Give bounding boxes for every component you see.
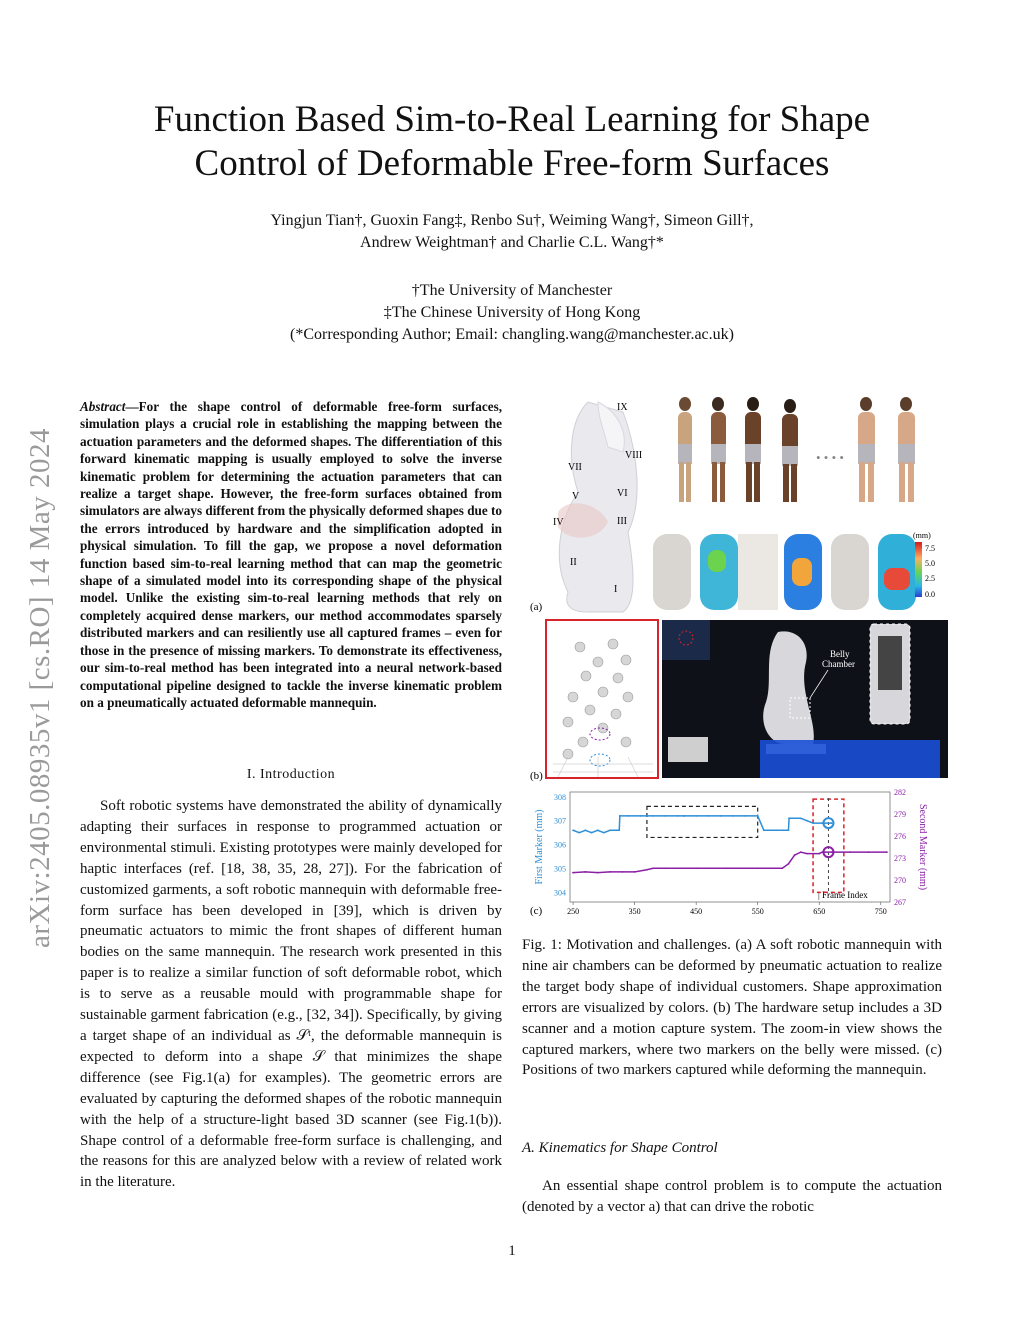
introduction-paragraph: Soft robotic systems have demonstrated the ability of dynamically adapting their surfaces in response to programmed actuation or environmental stimuli. Existing prototypes were mainly developed for haptic interfaces (ref. [18, 38, 35, 28, 27]). For the fabrication of customized garments, a soft robotic mannequin with deformable free-form surface has been developed in [39], which is driven by pneumatic actuators to mimic the front shapes of different human bodies on the same mannequin. The research work presented in this paper is to realize a similar function of soft deformable robot, which is to serve as a reusable mould with programmable shape for sustainable garment fabrication (e.g., [32, 34]). Specifically, by giving a target shape of an individual as 𝒮ᵗ, the deformable mannequin is expected to deform into a shape 𝒮 that minimizes the shape difference (see Fig.1(a) for examples). The geometric errors are evaluated by capturing the deformed shapes of the robotic mannequin with the help of a structure-light based 3D scanner (see Fig.1(b)). Shape control of a deformable free-form surface is challenging, and the reasons for this are analyzed below with a review of related work in the literature.: [80, 798, 502, 1191]
panel-b-label: (b): [530, 770, 543, 782]
panel-c-label: (c): [530, 905, 543, 917]
missing-data-box: [647, 806, 758, 837]
affiliation-manchester: †The University of Manchester: [411, 282, 613, 299]
x-tick-label: 250: [567, 907, 580, 916]
base-platform: [760, 740, 940, 778]
first-marker-point: [615, 829, 617, 831]
first-marker-point: [695, 815, 697, 817]
first-marker-point: [788, 829, 790, 831]
y-right-axis-label: Second Marker (mm): [917, 803, 928, 891]
chamber-label-5: V: [572, 491, 580, 502]
y-right-tick-label: 279: [894, 810, 906, 819]
x-tick-label: 550: [751, 907, 764, 916]
first-marker-point: [603, 832, 605, 834]
y-left-tick-label: 304: [554, 888, 566, 898]
mannequin-illustration: [558, 402, 637, 612]
target-body-figures: [678, 397, 915, 502]
first-marker-point: [769, 829, 771, 831]
abstract-body: —For the shape control of deformable free-form surfaces, simulation plays a crucial role in establishing the mapping between the actuation parameters and the deformed shapes. The differentiation of this forward kinematic mapping is usually employed to solve the inverse kinematic problem for determining the actuation parameters that can realize a target shape. However, the free-form surfaces obtained from simulators are always different from the physically deformed shapes due to the errors introduced by hardware and the simplification adopted in physical simulation. To fill the gap, we propose a novel deformation function based sim-to-real learning method that can map the geometric shape of a simulated model into its corresponding shape of the physical model. Unlike the existing sim-to-real learning methods that rely on completely acquired dense markers, our method accommodates sparsely distributed markers and can resiliently use all captured frames – even for those in the presence of missing markers. To demonstrate its effectiveness, our sim-to-real method has been integrated into a neural network-based computational pipeline designed to tackle the inverse kinematic problem on a pneumatically actuated deformable mannequin.: [80, 399, 502, 710]
authors-line-2: Andrew Weightman† and Charlie C.L. Wang†*: [360, 234, 664, 251]
y-right-tick-label: 270: [894, 876, 906, 885]
second-marker-point: [788, 863, 790, 865]
colorbar-unit: (mm): [913, 531, 931, 540]
second-marker-line: [573, 852, 887, 873]
camera-inset: [662, 620, 710, 660]
marker-position-chart: [534, 788, 928, 916]
x-tick-label: 450: [690, 907, 703, 916]
y-right-tick-label: 282: [894, 788, 906, 797]
second-marker-point: [726, 867, 728, 869]
first-marker-point: [652, 815, 654, 817]
first-marker-point: [572, 829, 574, 831]
chamber-label-8: VIII: [625, 450, 643, 461]
second-marker-point: [652, 867, 654, 869]
authors-line-1: Yingjun Tian†, Guoxin Fang‡, Renbo Su†, Weiming Wang†, Simeon Gill†,: [270, 212, 754, 229]
second-marker-point: [621, 871, 623, 873]
first-marker-line: [573, 816, 831, 833]
first-marker-point: [788, 817, 790, 819]
page-number: 1: [508, 1243, 516, 1259]
first-marker-point: [684, 815, 686, 817]
first-marker-point: [757, 815, 759, 817]
second-marker-point: [818, 853, 820, 855]
figure-1: [528, 392, 948, 922]
affiliations: [150, 280, 874, 346]
second-marker-point: [634, 871, 636, 873]
colorbar-tick-7-5: 7.5: [925, 544, 935, 553]
first-marker-point: [584, 829, 586, 831]
corresponding-author: (*Corresponding Author; Email: changling.wang@manchester.ac.uk): [290, 326, 734, 343]
x-axis-label: | Frame Index: [818, 890, 868, 900]
subsection-paragraph: An essential shape control problem is to compute the actuation (denoted by a vector a) that can drive the robotic: [522, 1178, 942, 1215]
arxiv-identifier: arXiv:2405.08935v1 [cs.RO] 14 May 2024: [24, 427, 56, 948]
first-marker-point: [744, 815, 746, 817]
y-right-tick-label: 276: [894, 832, 906, 841]
chamber-label-1: I: [614, 584, 618, 595]
second-marker-point: [757, 867, 759, 869]
x-tick-label: 750: [874, 907, 887, 916]
first-marker-point: [781, 829, 783, 831]
chamber-label-3: III: [617, 516, 627, 527]
abstract-lead: Abstract: [80, 399, 126, 414]
second-marker-point: [868, 851, 870, 853]
colorbar-tick-5-0: 5.0: [925, 559, 935, 568]
chamber-label-9: IX: [617, 402, 628, 413]
first-marker-point: [806, 820, 808, 822]
paper-title: [80, 98, 944, 186]
second-marker-point: [572, 872, 574, 874]
y-left-tick-label: 307: [554, 816, 566, 826]
first-marker-point: [619, 815, 621, 817]
first-marker-point: [597, 829, 599, 831]
second-marker-point: [806, 853, 808, 855]
first-marker-point: [618, 829, 620, 831]
x-tick-label: 350: [628, 907, 641, 916]
first-marker-point: [664, 815, 666, 817]
second-marker-point: [886, 851, 888, 853]
author-list: [150, 210, 874, 254]
second-marker-point: [597, 872, 599, 874]
belly-label-line-1: Belly: [830, 649, 850, 659]
section-heading-introduction: I. Introduction: [246, 767, 336, 782]
figure-caption: Fig. 1: Motivation and challenges. (a) A soft robotic mannequin with nine air chambers can be deformed by pneumatic actuation to realize the target body shape of individual customers. Shape approximation errors are visualized by colors. (b) The hardware setup includes a 3D scanner and a motion capture system. The zoom-in view shows the captured markers, where two markers on the belly were missed. (c) Positions of two markers captured while deforming the mannequin.: [522, 937, 942, 1079]
y-left-axis-label: First Marker (mm): [534, 809, 545, 885]
first-marker-point: [800, 817, 802, 819]
second-marker-point: [646, 869, 648, 871]
subsection-heading: A. Kinematics for Shape Control: [522, 1140, 718, 1156]
first-marker-point: [763, 829, 765, 831]
abstract: [80, 398, 502, 711]
second-marker-point: [831, 851, 833, 853]
colorbar-tick-2-5: 2.5: [925, 574, 935, 583]
error-map-thumbnails: [653, 534, 916, 610]
first-marker-point: [732, 815, 734, 817]
title-line-1: Function Based Sim-to-Real Learning for Shape: [153, 99, 871, 140]
x-tick-label: 650: [813, 907, 826, 916]
belly-label-line-2: Chamber: [822, 659, 855, 669]
second-marker-point: [609, 871, 611, 873]
affiliation-cuhk: ‡The Chinese University of Hong Kong: [383, 304, 641, 321]
second-marker-point: [794, 854, 796, 856]
y-left-tick-label: 305: [554, 864, 566, 874]
y-right-tick-label: 273: [894, 854, 906, 863]
second-marker-point: [800, 851, 802, 853]
y-left-tick-label: 308: [554, 792, 566, 802]
figures-ellipsis: • • • •: [816, 450, 844, 465]
first-marker-point: [677, 815, 679, 817]
first-marker-point: [708, 815, 710, 817]
first-marker-point: [775, 829, 777, 831]
chamber-label-4: IV: [553, 517, 564, 528]
chamber-label-7: VII: [568, 462, 582, 473]
figure-1-graphic: [528, 392, 948, 922]
y-left-tick-label: 306: [554, 840, 566, 850]
panel-a-label: (a): [530, 601, 543, 613]
chamber-label-2: II: [570, 557, 577, 568]
chart-frame: [570, 792, 890, 902]
colorbar-tick-0-0: 0.0: [925, 590, 935, 599]
first-marker-point: [720, 815, 722, 817]
second-marker-point: [664, 867, 666, 869]
chamber-label-6: VI: [617, 488, 628, 499]
second-marker-point: [695, 867, 697, 869]
first-marker-point: [609, 829, 611, 831]
first-marker-point: [640, 815, 642, 817]
first-marker-point: [628, 815, 630, 817]
first-marker-point: [812, 822, 814, 824]
title-line-2: Control of Deformable Free-form Surfaces: [194, 143, 830, 184]
first-marker-point: [591, 832, 593, 834]
colorbar: [915, 542, 922, 597]
first-marker-point: [831, 822, 833, 824]
first-marker-point: [578, 832, 580, 834]
second-marker-point: [584, 871, 586, 873]
second-marker-point: [849, 851, 851, 853]
second-marker-point: [781, 867, 783, 869]
y-right-tick-label: 267: [894, 898, 906, 907]
